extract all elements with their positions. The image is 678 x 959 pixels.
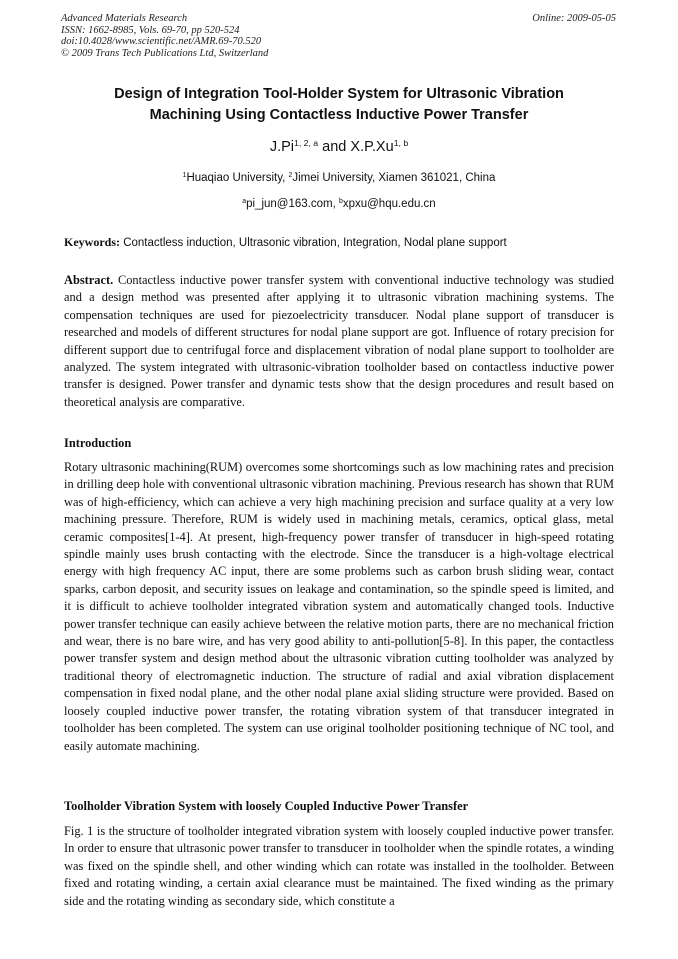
journal-header — [61, 13, 268, 59]
affiliation-1: Huaqiao University, — [186, 172, 286, 184]
journal-issn: ISSN: 1662-8985, Vols. 69-70, pp 520-524 — [61, 24, 240, 36]
introduction-heading: Introduction — [64, 436, 132, 450]
journal-name: Advanced Materials Research — [61, 13, 188, 24]
paper-title-line-1: Design of Integration Tool-Holder System for Ultrasonic Vibration — [114, 86, 564, 102]
journal-copyright: © 2009 Trans Tech Publications Ltd, Switzerland — [61, 47, 269, 59]
paper-title — [40, 84, 638, 126]
email-b-marker: b — [338, 197, 343, 205]
section-2-body: Fig. 1 is the structure of toolholder integrated vibration system with loosely coupled inductive power transfer. In order to ensure that ultrasonic power transfer to transducer in toolholder when the spindle rotates, a winding was fixed on the spindle shell, and other winding which can rotate was installed in the toolholder. Between fixed and rotating winding, a certain axial clearance must be maintained. The fixed winding as the primary side and the rotating winding as secondary side, which constitute a — [64, 824, 614, 908]
abstract-label: Abstract. — [64, 273, 114, 287]
email-a-marker: a — [242, 197, 247, 205]
abstract — [64, 272, 614, 411]
author-emails — [0, 198, 678, 210]
author-1-name: J.Pi — [269, 139, 294, 155]
section-2-heading: Toolholder Vibration System with loosely Coupled Inductive Power Transfer — [64, 799, 469, 813]
paper-title-line-2: Machining Using Contactless Inductive Power Transfer — [149, 107, 529, 123]
affiliations — [0, 172, 678, 184]
introduction-body: Rotary ultrasonic machining(RUM) overcomes some shortcomings such as low machining rates and precision in drilling deep hole with conventional ultrasonic vibration machining. Previous research has shown that RUM was of high-efficiency, which can achieve a very high machining precision and surface quality at a very low machining pressure. Therefore, RUM is widely used in machining metals, ceramics, optical glass, metal ceramic composites[1-4]. At present, high-frequency power transfer of transducer in high-speed rotating spindle mainly uses brush contacting with the electrode. Since the transducer is a high-voltage electrical energy with high frequency AC input, there are some problems such as carbon brush sliding wear, contact sparks, carbon deposit, and security issues on leakage and contamination, so the spindle speed is limited, and it is difficult to achieve toolholder integrated vibration system and automatically changed tools. Inductive power transfer technique can easily achieve between the relative motion parts, there are no mechanical friction and wear, there is no bare wire, and has very good ability to anti-pollution[5-8]. In this paper, the contactless power transfer system and design method about the ultrasonic vibration cutting toolholder was analyzed by traditional theory of electromagnetic induction. The structure of radial and axial vibration displacement compensation in fixed nodal plane, and the other nodal plane axial sliding structure were provided. Based on loosely coupled inductive power transfer, the rotating vibration system of that transducer integrated in toolholder has been completed. The system can use original toolholder positioning technique of NC tool, and easily automate machining. — [64, 460, 614, 753]
author-2-superscript: 1, b — [393, 137, 409, 148]
author-1-superscript: 1, 2, a — [293, 137, 319, 148]
keywords-label: Keywords: — [64, 235, 120, 249]
author-connector: and — [322, 139, 347, 155]
affiliation-2: Jimei University, Xiamen 361021, China — [292, 172, 496, 184]
abstract-text: Contactless inductive power transfer system with conventional inductive technology was studied and a design method was presented after applying it to ultrasonic vibration machining systems. The compensation techniques are used for piezoelectricity transducer. Nodal plane support of transducer is researched and models of different structures for nodal plane support are got. Influence of rotary precision for different support due to centrifugal force and displacement vibration of nodal plane support to toolholder are analyzed. The system integrated with ultrasonic-vibration toolholder based on contactless inductive power transfer is designed. Power transfer and dynamic tests show that the design procedures and result based on theoretical analysis are comparative. — [64, 273, 614, 409]
email-a: pi_jun@163.com, — [246, 198, 336, 210]
keywords-text: Contactless induction, Ultrasonic vibration, Integration, Nodal plane support — [123, 237, 507, 249]
author-2-name: X.P.Xu — [350, 139, 394, 155]
email-b: xpxu@hqu.edu.cn — [342, 198, 436, 210]
affiliation-2-marker: 2 — [288, 171, 293, 179]
author-list — [0, 139, 678, 155]
journal-doi: doi:10.4028/www.scientific.net/AMR.69-70.520 — [61, 36, 262, 47]
online-date: Online: 2009-05-05 — [532, 13, 616, 24]
keywords — [64, 235, 624, 250]
affiliation-1-marker: 1 — [182, 171, 187, 179]
